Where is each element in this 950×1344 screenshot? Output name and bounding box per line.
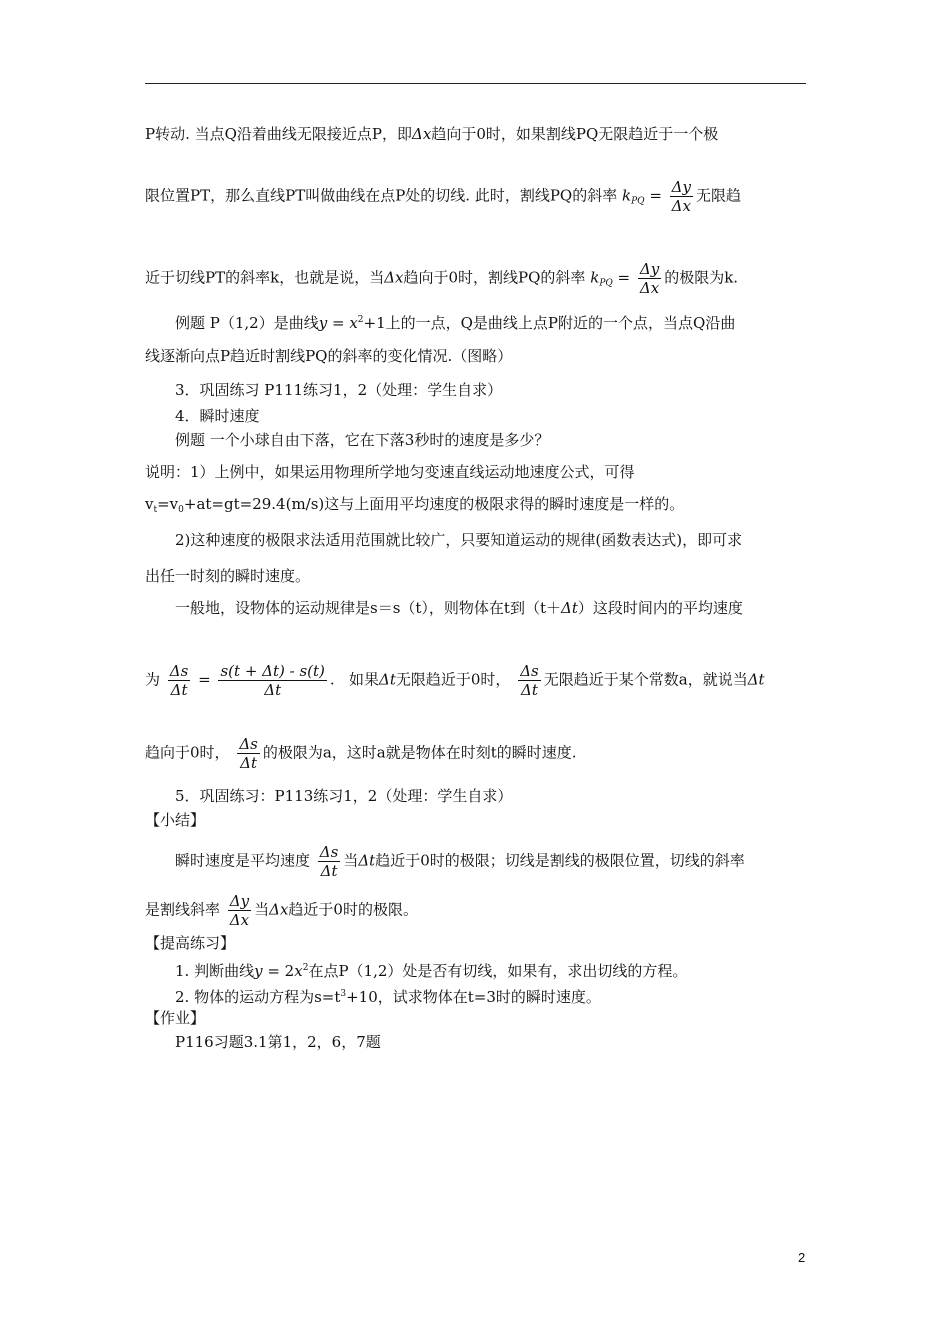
text: 例题 P（1,2）是曲线 [175,314,319,332]
numerator: Δs [169,662,189,680]
fraction-dy-dx [638,260,661,297]
var-x: x [349,314,358,332]
text: 1. 判断曲线 [175,962,255,980]
fraction-ds-dt [237,735,260,772]
text: = 2 [262,962,295,980]
text: 的极限为a，这时a就是物体在时刻t的瞬时速度. [262,743,577,762]
summary-line-1 [175,843,745,880]
text: 【提高练习】 [145,934,236,952]
text: 是割线斜率 [145,900,221,919]
fraction-ds-dt [518,662,541,699]
delta-x: Δx [384,268,404,287]
text: 无限趋近于某个常数a，就说当 [543,670,748,689]
text: 趋向于0时，如果割线PQ无限趋近于一个极 [431,125,719,143]
text: 趋近于0时的极限。 [288,900,418,919]
numerator: Δy [671,178,691,196]
text: 2)这种速度的极限求法适用范围就比较广，只要知道运动的规律(函数表达式)，即可求 [175,531,743,549]
exponent: 3 [340,989,347,999]
text: 5．巩固练习：P113练习1，2（处理：学生自求） [175,787,513,805]
homework-text [175,1032,381,1052]
advanced-q1 [175,958,687,981]
text: 出任一时刻的瞬时速度。 [145,567,311,585]
numerator: Δs [239,735,258,753]
slope-k: k [622,186,632,205]
text: 为 [145,670,161,689]
text: 当 [343,851,359,870]
text: 无限趋近于0时， [395,670,511,689]
header-rule [145,83,806,84]
text: 趋向于0时，割线PQ的斜率 [403,268,586,287]
text: v [145,495,154,513]
numerator: Δs [319,843,339,861]
text: 在点P（1,2）处是否有切线，如果有，求出切线的方程。 [308,962,688,980]
text: 【作业】 [145,1009,206,1027]
equals: = [327,314,350,332]
text: 2. 物体的运动方程为s=t [175,988,341,1006]
text: 近于切线PT的斜率k，也就是说，当 [145,268,385,287]
fraction-difference-quotient [218,662,326,699]
numerator: s(t + Δt) - s(t) [220,662,325,680]
text: 趋向于0时， [145,743,230,762]
delta-t: Δt [560,599,578,617]
example1-line-1 [175,310,735,333]
exponent: 2 [357,315,364,325]
text: 如果 [349,670,380,689]
subscript: t [153,505,158,515]
equals: = [649,186,662,205]
summary-line-2 [145,892,418,929]
text: 4．瞬时速度 [175,407,260,425]
fraction-dy-dx [228,892,251,929]
para-line-3 [145,260,738,297]
slope-subscript: PQ [631,196,645,207]
numerator: Δy [229,892,250,910]
example2 [175,430,549,450]
page-number: 2 [798,1250,806,1265]
exponent: 2 [302,963,309,973]
advanced-title [145,933,235,953]
note-1b [145,494,684,520]
text: 例题 一个小球自由下落，它在下落3秒时的速度是多少？ [175,431,550,449]
text: +10，试求物体在t=3时的瞬时速度。 [346,988,601,1006]
general-line-3 [145,735,577,772]
note-2b [145,566,310,586]
denominator: Δt [521,681,538,699]
para-line-2 [145,178,741,215]
text: 说明：1）上例中，如果运用物理所学地匀变速直线运动地速度公式，可得 [145,463,635,481]
note-1 [145,462,635,482]
denominator: Δt [320,862,338,880]
equals: = [198,670,211,689]
equals: = [617,268,631,287]
delta-t: Δt [379,670,396,689]
denominator: Δt [170,681,188,699]
delta-x: Δx [412,125,432,143]
subscript: 0 [178,505,184,515]
slope-subscript: PQ [599,278,613,289]
text: 瞬时速度是平均速度 [175,851,311,870]
denominator: Δx [229,911,250,929]
denominator: Δt [240,754,258,772]
text: 无限趋 [695,186,741,205]
section-5 [175,786,512,806]
para-line-1 [145,124,718,144]
denominator: Δt [264,681,282,699]
text: 一般地，设物体的运动规律是s＝s（t），则物体在t到（t＋ [175,599,561,617]
delta-t: Δt [747,670,765,689]
general-line-1 [175,598,743,618]
homework-title [145,1008,205,1028]
fraction-ds-dt [168,662,191,699]
text: 线逐渐向点P趋近时割线PQ的斜率的变化情况.（图略） [145,347,513,365]
var-y: y [318,314,328,332]
delta-x: Δx [269,900,289,919]
fraction-ds-dt [318,843,341,880]
delta-t: Δt [358,851,376,870]
note-2a [175,530,742,550]
text: 当 [254,900,270,919]
text: 趋近于0时的极限；切线是割线的极限位置，切线的斜率 [375,851,745,870]
text: P116习题3.1第1，2，6，7题 [175,1033,381,1051]
text: =v [157,495,179,513]
text: 限位置PT，那么直线PT叫做曲线在点P处的切线. 此时，割线PQ的斜率 [145,186,618,205]
text: +1上的一点，Q是曲线上点P附近的一个点，当点Q沿曲 [363,314,736,332]
denominator: Δx [671,197,691,215]
var-x: x [294,962,303,980]
general-line-2 [145,662,765,699]
summary-title [145,810,205,830]
text: +at=gt=29.4(m/s)这与上面用平均速度的极限求得的瞬时速度是一样的。 [183,495,685,513]
slope-k: k [590,268,600,287]
numerator: Δy [639,260,660,278]
var-y: y [254,962,263,980]
denominator: Δx [639,279,660,297]
numerator: Δs [520,662,539,680]
text: . [329,670,335,689]
text: 【小结】 [145,811,206,829]
section-4 [175,406,260,426]
text: P转动. 当点Q沿着曲线无限接近点P，即 [145,125,413,143]
text: 的极限为k. [664,268,739,287]
text: 3．巩固练习 P111练习1，2（处理：学生自求） [175,381,503,399]
advanced-q2 [175,984,601,1007]
fraction-dy-dx [670,178,693,215]
example1-line-2 [145,346,512,366]
section-3 [175,380,502,400]
text: ）这段时间内的平均速度 [577,599,743,617]
